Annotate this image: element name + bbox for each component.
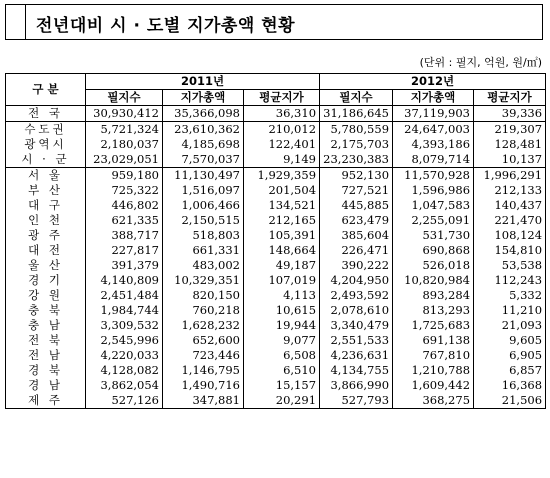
total-value-2012-cell: 767,810 xyxy=(393,348,474,363)
table-row xyxy=(6,378,546,393)
parcels-2011-cell: 30,930,412 xyxy=(86,106,163,122)
total-value-2011-cell: 1,146,795 xyxy=(163,363,244,378)
table-row xyxy=(6,152,546,168)
parcels-2011-cell: 23,029,051 xyxy=(86,152,163,168)
avg-price-2011-cell: 134,521 xyxy=(244,198,320,213)
avg-price-2012-cell: 6,857 xyxy=(474,363,546,378)
total-value-2011-cell: 23,610,362 xyxy=(163,122,244,138)
title-box xyxy=(5,4,543,40)
table-row xyxy=(6,333,546,348)
total-value-2011-cell: 760,218 xyxy=(163,303,244,318)
total-value-2011-cell: 1,490,716 xyxy=(163,378,244,393)
parcels-2011-cell: 446,802 xyxy=(86,198,163,213)
table-row xyxy=(6,106,546,122)
total-value-2011-cell: 4,185,698 xyxy=(163,137,244,152)
table-row xyxy=(6,213,546,228)
parcels-2011-cell: 2,451,484 xyxy=(86,288,163,303)
total-value-2012-cell: 368,275 xyxy=(393,393,474,409)
avg-price-2012-cell: 9,605 xyxy=(474,333,546,348)
parcels-2012-cell: 4,236,631 xyxy=(320,348,393,363)
total-value-2012-cell: 11,570,928 xyxy=(393,168,474,184)
parcels-2012-cell: 4,134,755 xyxy=(320,363,393,378)
region-name: 전 남 xyxy=(6,348,86,363)
avg-price-2012-cell: 10,137 xyxy=(474,152,546,168)
parcels-2011-cell: 4,128,082 xyxy=(86,363,163,378)
region-name: 인 천 xyxy=(6,213,86,228)
avg-price-2011-cell: 210,012 xyxy=(244,122,320,138)
region-name: 울 산 xyxy=(6,258,86,273)
avg-price-2011-cell: 148,664 xyxy=(244,243,320,258)
total-value-2011-cell: 652,600 xyxy=(163,333,244,348)
parcels-2011-cell: 2,180,037 xyxy=(86,137,163,152)
avg-price-2012-cell: 212,133 xyxy=(474,183,546,198)
total-value-2011-cell: 1,006,466 xyxy=(163,198,244,213)
avg-price-2011-cell: 19,944 xyxy=(244,318,320,333)
col-total-value-2011: 지가총액 xyxy=(163,90,244,106)
avg-price-2012-cell: 221,470 xyxy=(474,213,546,228)
table-row xyxy=(6,137,546,152)
col-parcels-2012: 필지수 xyxy=(320,90,393,106)
avg-price-2011-cell: 201,504 xyxy=(244,183,320,198)
region-name: 시 · 군 xyxy=(6,152,86,168)
parcels-2011-cell: 4,220,033 xyxy=(86,348,163,363)
avg-price-2011-cell: 6,508 xyxy=(244,348,320,363)
avg-price-2011-cell: 6,510 xyxy=(244,363,320,378)
avg-price-2011-cell: 122,401 xyxy=(244,137,320,152)
region-name: 충 남 xyxy=(6,318,86,333)
title-accent-strip xyxy=(6,5,26,39)
total-value-2012-cell: 8,079,714 xyxy=(393,152,474,168)
parcels-2011-cell: 959,180 xyxy=(86,168,163,184)
avg-price-2011-cell: 9,077 xyxy=(244,333,320,348)
parcels-2011-cell: 4,140,809 xyxy=(86,273,163,288)
total-value-2012-cell: 531,730 xyxy=(393,228,474,243)
avg-price-2012-cell: 5,332 xyxy=(474,288,546,303)
parcels-2012-cell: 385,604 xyxy=(320,228,393,243)
parcels-2012-cell: 5,780,559 xyxy=(320,122,393,138)
avg-price-2011-cell: 105,391 xyxy=(244,228,320,243)
parcels-2012-cell: 2,551,533 xyxy=(320,333,393,348)
table-row xyxy=(6,183,546,198)
parcels-2012-cell: 23,230,383 xyxy=(320,152,393,168)
total-value-2012-cell: 526,018 xyxy=(393,258,474,273)
region-name: 경 기 xyxy=(6,273,86,288)
parcels-2011-cell: 3,862,054 xyxy=(86,378,163,393)
parcels-2012-cell: 31,186,645 xyxy=(320,106,393,122)
total-value-2012-cell: 1,047,583 xyxy=(393,198,474,213)
parcels-2012-cell: 390,222 xyxy=(320,258,393,273)
parcels-2012-cell: 3,340,479 xyxy=(320,318,393,333)
region-name: 대 구 xyxy=(6,198,86,213)
table-row xyxy=(6,168,546,184)
total-value-2011-cell: 723,446 xyxy=(163,348,244,363)
land-value-table xyxy=(5,73,546,409)
avg-price-2012-cell: 112,243 xyxy=(474,273,546,288)
region-name: 경 북 xyxy=(6,363,86,378)
avg-price-2012-cell: 219,307 xyxy=(474,122,546,138)
avg-price-2011-cell: 107,019 xyxy=(244,273,320,288)
parcels-2011-cell: 725,322 xyxy=(86,183,163,198)
total-value-2012-cell: 2,255,091 xyxy=(393,213,474,228)
total-value-2011-cell: 2,150,515 xyxy=(163,213,244,228)
avg-price-2012-cell: 108,124 xyxy=(474,228,546,243)
total-value-2011-cell: 820,150 xyxy=(163,288,244,303)
table-row xyxy=(6,258,546,273)
parcels-2011-cell: 391,379 xyxy=(86,258,163,273)
avg-price-2011-cell: 20,291 xyxy=(244,393,320,409)
parcels-2012-cell: 445,885 xyxy=(320,198,393,213)
region-name: 광 주 xyxy=(6,228,86,243)
total-value-2011-cell: 1,628,232 xyxy=(163,318,244,333)
table-row xyxy=(6,198,546,213)
avg-price-2011-cell: 10,615 xyxy=(244,303,320,318)
col-total-value-2012: 지가총액 xyxy=(393,90,474,106)
region-name: 대 전 xyxy=(6,243,86,258)
region-name: 충 북 xyxy=(6,303,86,318)
parcels-2011-cell: 5,721,324 xyxy=(86,122,163,138)
avg-price-2012-cell: 53,538 xyxy=(474,258,546,273)
table-row xyxy=(6,228,546,243)
year-2012-header: 2012년 xyxy=(320,74,546,90)
parcels-2011-cell: 388,717 xyxy=(86,228,163,243)
parcels-2011-cell: 527,126 xyxy=(86,393,163,409)
table-row xyxy=(6,288,546,303)
avg-price-2012-cell: 128,481 xyxy=(474,137,546,152)
parcels-2012-cell: 4,204,950 xyxy=(320,273,393,288)
avg-price-2012-cell: 6,905 xyxy=(474,348,546,363)
table-row xyxy=(6,273,546,288)
total-value-2012-cell: 893,284 xyxy=(393,288,474,303)
parcels-2011-cell: 2,545,996 xyxy=(86,333,163,348)
total-value-2011-cell: 483,002 xyxy=(163,258,244,273)
total-value-2011-cell: 10,329,351 xyxy=(163,273,244,288)
avg-price-2011-cell: 49,187 xyxy=(244,258,320,273)
table-row xyxy=(6,393,546,409)
parcels-2012-cell: 226,471 xyxy=(320,243,393,258)
parcels-2011-cell: 1,984,744 xyxy=(86,303,163,318)
total-value-2012-cell: 24,647,003 xyxy=(393,122,474,138)
page-title: 전년대비 시 · 도별 지가총액 현황 xyxy=(36,16,296,36)
avg-price-2012-cell: 39,336 xyxy=(474,106,546,122)
region-name: 광역시 xyxy=(6,137,86,152)
table-row xyxy=(6,243,546,258)
parcels-2011-cell: 621,335 xyxy=(86,213,163,228)
col-avg-price-2012: 평균지가 xyxy=(474,90,546,106)
table-row xyxy=(6,303,546,318)
total-value-2011-cell: 35,366,098 xyxy=(163,106,244,122)
table-row xyxy=(6,318,546,333)
total-value-2012-cell: 10,820,984 xyxy=(393,273,474,288)
total-value-2012-cell: 1,609,442 xyxy=(393,378,474,393)
total-value-2012-cell: 1,210,788 xyxy=(393,363,474,378)
parcels-2011-cell: 3,309,532 xyxy=(86,318,163,333)
region-name: 경 남 xyxy=(6,378,86,393)
parcels-2012-cell: 623,479 xyxy=(320,213,393,228)
avg-price-2012-cell: 154,810 xyxy=(474,243,546,258)
parcels-2011-cell: 227,817 xyxy=(86,243,163,258)
avg-price-2012-cell: 1,996,291 xyxy=(474,168,546,184)
avg-price-2011-cell: 212,165 xyxy=(244,213,320,228)
category-header: 구 분 xyxy=(6,74,86,106)
total-value-2011-cell: 661,331 xyxy=(163,243,244,258)
avg-price-2011-cell: 15,157 xyxy=(244,378,320,393)
col-avg-price-2011: 평균지가 xyxy=(244,90,320,106)
region-name: 전 국 xyxy=(6,106,86,122)
parcels-2012-cell: 3,866,990 xyxy=(320,378,393,393)
avg-price-2011-cell: 36,310 xyxy=(244,106,320,122)
region-name: 강 원 xyxy=(6,288,86,303)
total-value-2012-cell: 691,138 xyxy=(393,333,474,348)
total-value-2012-cell: 4,393,186 xyxy=(393,137,474,152)
region-name: 제 주 xyxy=(6,393,86,409)
total-value-2012-cell: 37,119,903 xyxy=(393,106,474,122)
total-value-2012-cell: 1,596,986 xyxy=(393,183,474,198)
region-name: 수도권 xyxy=(6,122,86,138)
region-name: 서 울 xyxy=(6,168,86,184)
table-row xyxy=(6,363,546,378)
region-name: 전 북 xyxy=(6,333,86,348)
parcels-2012-cell: 527,793 xyxy=(320,393,393,409)
total-value-2011-cell: 1,516,097 xyxy=(163,183,244,198)
total-value-2012-cell: 690,868 xyxy=(393,243,474,258)
table-row xyxy=(6,348,546,363)
year-2011-header: 2011년 xyxy=(86,74,320,90)
parcels-2012-cell: 727,521 xyxy=(320,183,393,198)
parcels-2012-cell: 2,078,610 xyxy=(320,303,393,318)
table-row xyxy=(6,122,546,138)
avg-price-2012-cell: 21,093 xyxy=(474,318,546,333)
unit-note: (단위 : 필지, 억원, 원/㎡) xyxy=(419,56,542,69)
total-value-2011-cell: 7,570,037 xyxy=(163,152,244,168)
avg-price-2011-cell: 9,149 xyxy=(244,152,320,168)
avg-price-2011-cell: 4,113 xyxy=(244,288,320,303)
region-name: 부 산 xyxy=(6,183,86,198)
parcels-2012-cell: 952,130 xyxy=(320,168,393,184)
avg-price-2012-cell: 11,210 xyxy=(474,303,546,318)
parcels-2012-cell: 2,493,592 xyxy=(320,288,393,303)
total-value-2012-cell: 813,293 xyxy=(393,303,474,318)
col-parcels-2011: 필지수 xyxy=(86,90,163,106)
parcels-2012-cell: 2,175,703 xyxy=(320,137,393,152)
avg-price-2011-cell: 1,929,359 xyxy=(244,168,320,184)
total-value-2011-cell: 518,803 xyxy=(163,228,244,243)
avg-price-2012-cell: 21,506 xyxy=(474,393,546,409)
avg-price-2012-cell: 16,368 xyxy=(474,378,546,393)
table-body xyxy=(6,106,546,409)
avg-price-2012-cell: 140,437 xyxy=(474,198,546,213)
total-value-2011-cell: 347,881 xyxy=(163,393,244,409)
total-value-2012-cell: 1,725,683 xyxy=(393,318,474,333)
total-value-2011-cell: 11,130,497 xyxy=(163,168,244,184)
